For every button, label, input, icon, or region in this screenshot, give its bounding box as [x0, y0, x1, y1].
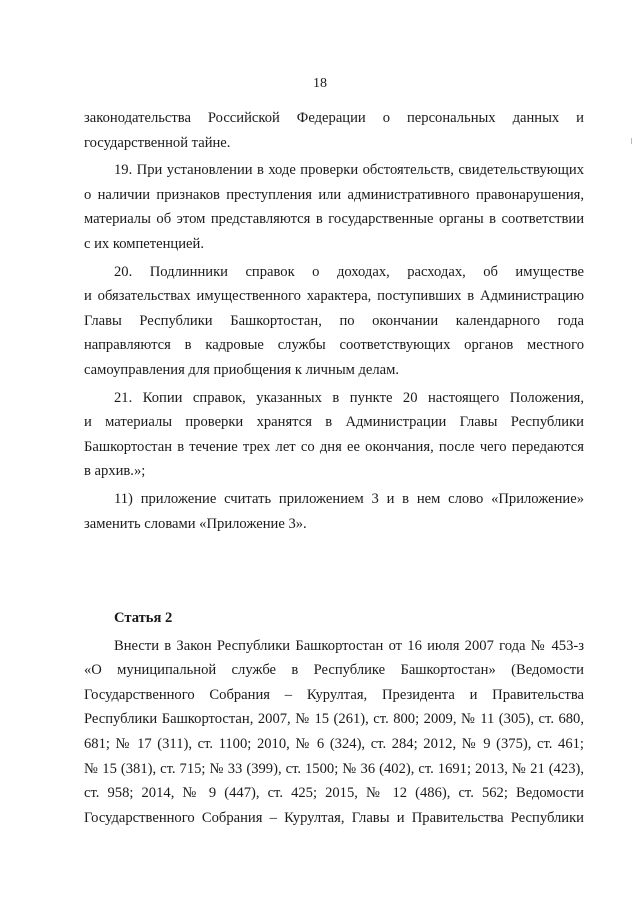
text-line: Государственного Собрания – Курултая, Главы и Правительства Республики: [84, 809, 584, 826]
text-line: ст. 958; 2014, № 9 (447), ст. 425; 2015, № 12 (486), ст. 562; Ведомости: [84, 785, 584, 802]
article-2-text: [84, 634, 584, 831]
text-line: и обязательствах имущественного характера, поступивших в Администрацию: [84, 288, 584, 305]
paragraph-20: [84, 260, 584, 383]
paragraph-item-11: [84, 487, 584, 536]
paragraph-continuation: [84, 106, 584, 155]
document-body: [84, 106, 584, 830]
text-line: с их компетенцией.: [84, 235, 204, 252]
paragraph-19: [84, 158, 584, 256]
text-line: 11) приложение считать приложением 3 и в нем слово «Приложение»: [114, 490, 584, 507]
article-heading: Статья 2: [114, 610, 173, 627]
text-line: Государственного Собрания – Курултая, Президента и Правительства: [84, 686, 584, 703]
text-line: Башкортостан в течение трех лет со дня ее окончания, после чего передаются: [84, 438, 584, 455]
text-line: заменить словами «Приложение 3».: [84, 515, 307, 532]
text-line: Республики Башкортостан, 2007, № 15 (261), ст. 800; 2009, № 11 (305), ст. 680,: [84, 711, 584, 728]
scan-edge-mark: [631, 138, 632, 144]
text-line: Главы Республики Башкортостан, по окончании календарного года: [84, 312, 584, 329]
text-line: «О муниципальной службе в Республике Башкортостан» (Ведомости: [84, 662, 584, 679]
page-number: 18: [313, 76, 327, 91]
text-line: в архив.»;: [84, 463, 146, 480]
text-line: 19. При установлении в ходе проверки обстоятельств, свидетельствующих: [114, 162, 584, 179]
text-line: Внести в Закон Республики Башкортостан от 16 июля 2007 года № 453-з: [114, 637, 584, 654]
text-line: направляются в кадровые службы соответствующих органов местного: [84, 337, 584, 354]
text-line: № 15 (381), ст. 715; № 33 (399), ст. 1500; № 36 (402), ст. 1691; 2013, № 21 (423),: [84, 760, 584, 777]
text-line: 681; № 17 (311), ст. 1100; 2010, № 6 (324), ст. 284; 2012, № 9 (375), ст. 461;: [84, 736, 584, 753]
text-line: и материалы проверки хранятся в Администрации Главы Республики: [84, 414, 584, 431]
paragraph-21: [84, 386, 584, 484]
text-line: 20. Подлинники справок о доходах, расходах, об имуществе: [114, 263, 584, 280]
text-line: 21. Копии справок, указанных в пункте 20 настоящего Положения,: [114, 389, 584, 406]
text-line: материалы об этом представляются в государственные органы в соответствии: [84, 211, 584, 228]
text-line: о наличии признаков преступления или административного правонарушения,: [84, 186, 584, 203]
text-line: самоуправления для приобщения к личным делам.: [84, 361, 400, 378]
text-line: государственной тайне.: [84, 134, 231, 151]
text-line: законодательства Российской Федерации о персональных данных и: [84, 110, 584, 126]
